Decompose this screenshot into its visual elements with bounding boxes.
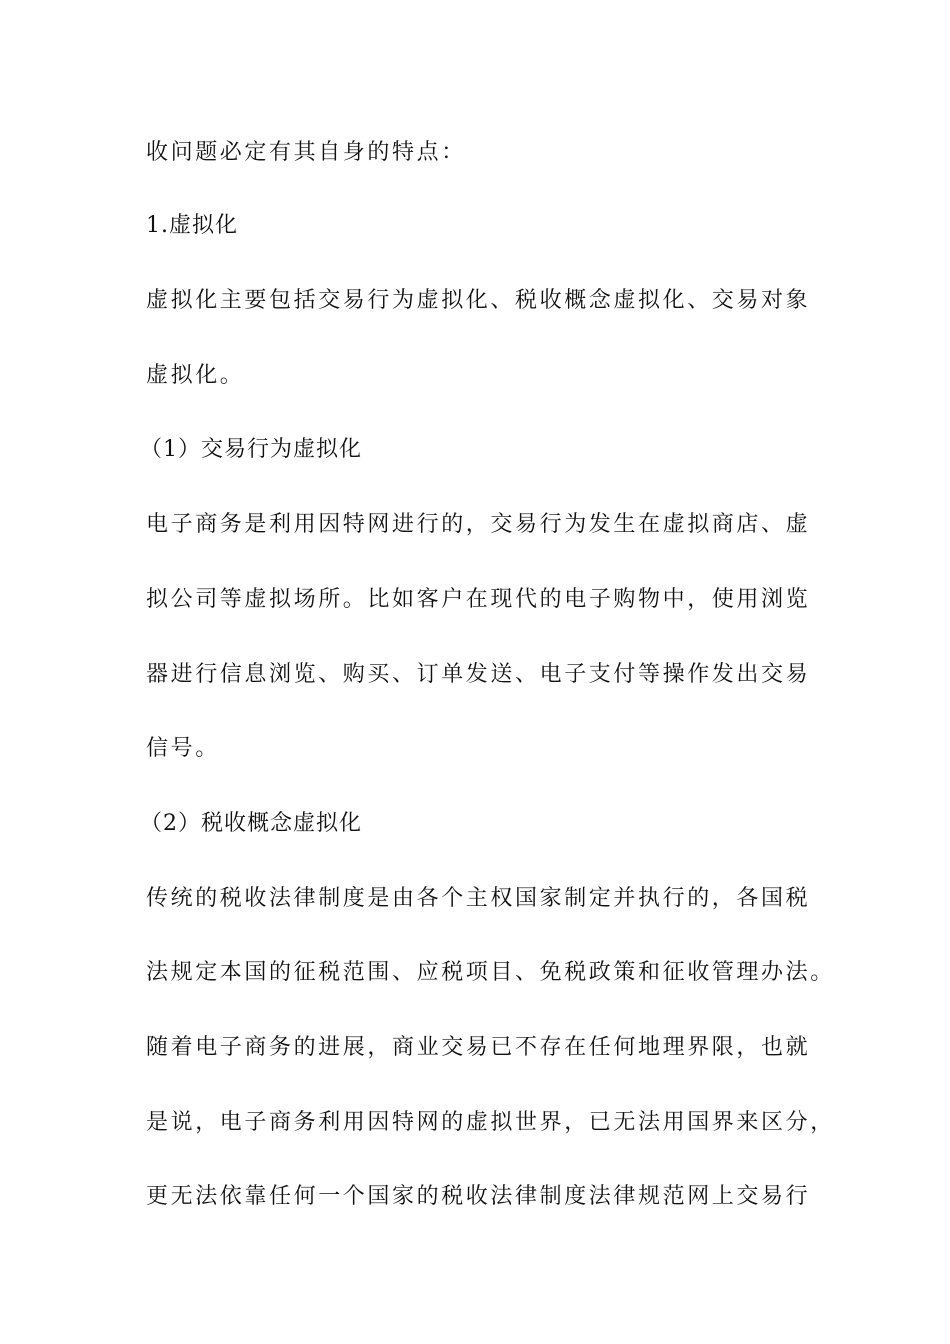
paragraph-line: 电子商务是利用因特网进行的，交易行为发生在虚拟商店、虚 [146, 512, 811, 537]
paragraph-line: 更无法依靠任何一个国家的税收法律制度法律规范网上交易行 [146, 1184, 811, 1209]
section-heading: 1.虚拟化 [146, 213, 238, 238]
paragraph-line: 收问题必定有其自身的特点： [146, 140, 466, 165]
paragraph-line: 传统的税收法律制度是由各个主权国家制定并执行的，各国税 [146, 886, 811, 911]
paragraph-line: 随着电子商务的进展，商业交易已不存在任何地理界限，也就 [146, 1035, 811, 1060]
subsection-heading: （1）交易行为虚拟化 [140, 437, 362, 462]
paragraph-line: 器进行信息浏览、购买、订单发送、电子支付等操作发出交易 [146, 662, 811, 687]
paragraph-line: 拟公司等虚拟场所。比如客户在现代的电子购物中，使用浏览 [146, 587, 811, 612]
paragraph-line: 信号。 [146, 736, 220, 761]
paragraph-line: 虚拟化主要包括交易行为虚拟化、税收概念虚拟化、交易对象 [146, 288, 811, 313]
paragraph-line: 是说，电子商务利用因特网的虚拟世界，已无法用国界来区分， [146, 1110, 835, 1135]
paragraph-line: 虚拟化。 [146, 363, 245, 388]
subsection-heading: （2）税收概念虚拟化 [140, 811, 362, 836]
paragraph-line: 法规定本国的征税范围、应税项目、免税政策和征收管理办法。 [146, 960, 835, 985]
